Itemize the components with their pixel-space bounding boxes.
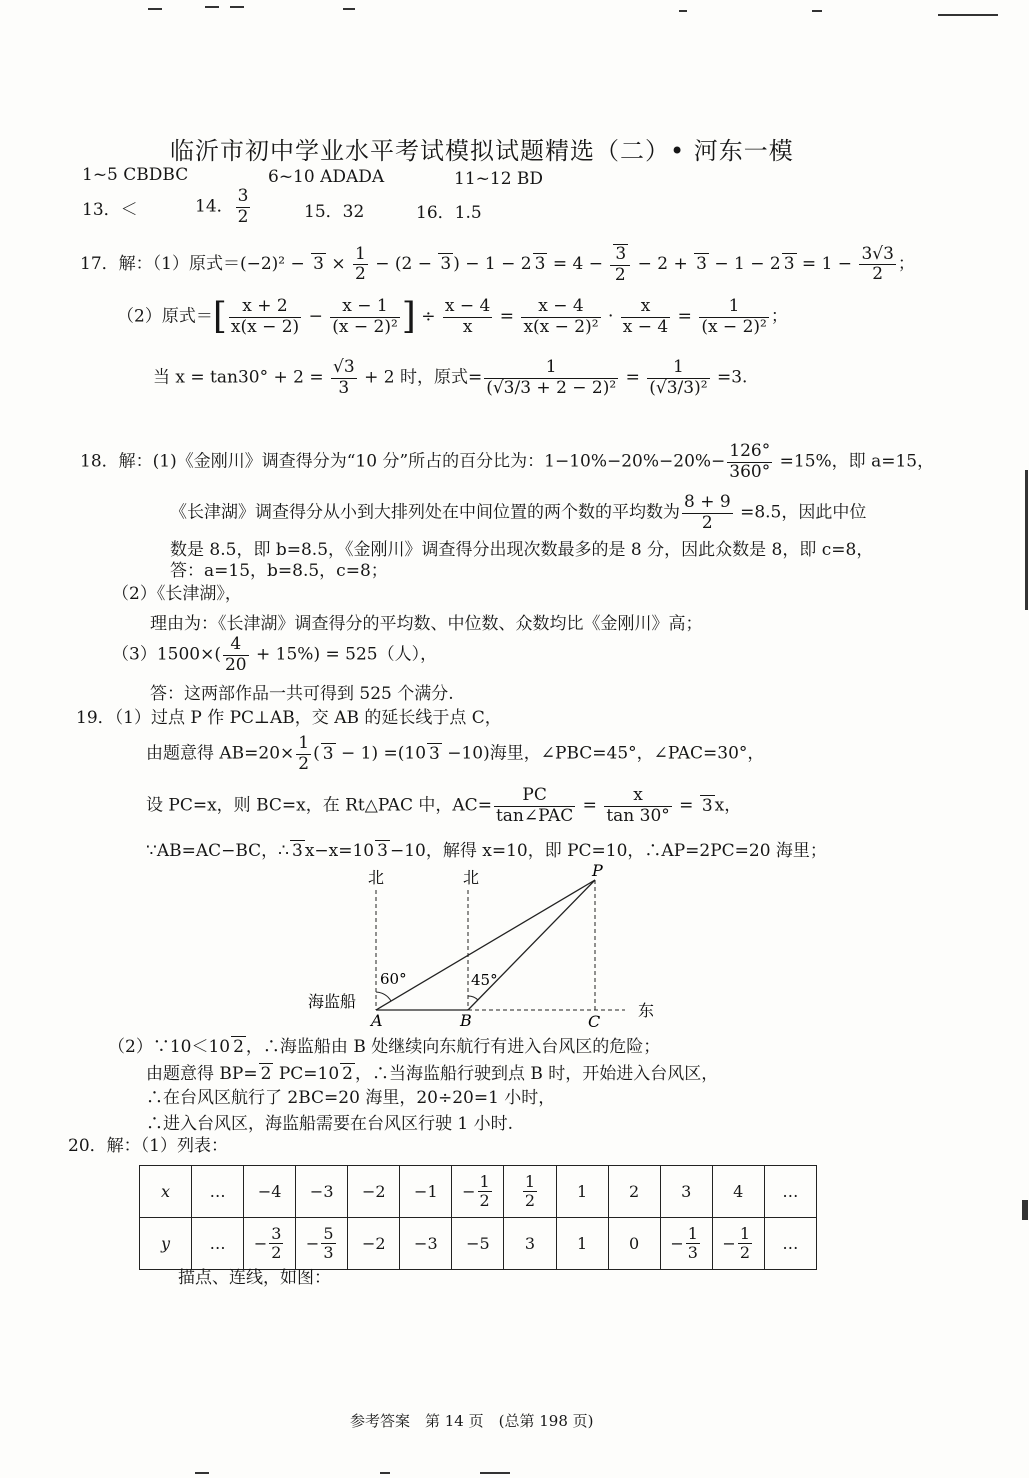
- q18-line5: （2）《长津湖》，: [112, 584, 242, 604]
- sqrt: 3: [313, 254, 324, 275]
- table-cell: − $\frac{5}{3}$: [296, 1218, 348, 1270]
- table-cell: 4: [712, 1166, 764, 1218]
- scan-mark: [380, 1472, 390, 1474]
- scan-mark: [195, 1472, 209, 1474]
- table-cell: − $\frac{3}{2}$: [244, 1218, 296, 1270]
- q17-part1: 17．解：（1）原式＝(−2)² − 3 × $\frac{1}{2}$ − (2 − 3 ) − 1 − 2 3 = 4 − $\frac{3}{2}$ − 2 + 3 − 1 − 2 3 = 1 − $\frac{3√3}{2}$ ；: [80, 243, 915, 285]
- sqrt: 3: [534, 254, 546, 275]
- sqrt: 3: [292, 841, 303, 861]
- scan-mark: [230, 6, 244, 8]
- sqrt: 3: [429, 743, 440, 764]
- q18-line2: 《长津湖》调查得分从小到大排列处在中间位置的两个数的平均数为 $\frac{8 + 9}{2}$ =8.5，因此中位: [170, 492, 867, 533]
- q18-line6: 理由为：《长津湖》调查得分的平均数、中位数、众数均比《金刚川》高；: [150, 614, 703, 634]
- fraction: PC tan∠PAC: [495, 785, 574, 826]
- table-cell: …: [764, 1166, 816, 1218]
- choice-answers-1-5: 1~5 CBDBC: [82, 165, 189, 185]
- q18-line4: 答：a=15，b=8.5，c=8；: [170, 561, 388, 581]
- table-row-y: [140, 1218, 817, 1270]
- sqrt: 2: [260, 1064, 272, 1084]
- angle-arc-b: [468, 996, 478, 1000]
- scan-mark: [480, 1472, 510, 1474]
- q19-line3: 设 PC=x，则 BC=x，在 Rt△PAC 中，AC= PC tan∠PAC = $\frac{x}{\tan 30^\circ}$ = 3 x，: [146, 785, 742, 826]
- geometry-diagram: [300, 860, 680, 1040]
- fraction: $\frac{1}{2}$: [524, 1171, 536, 1210]
- fraction: $\frac{3}{2}$: [237, 186, 249, 227]
- scan-mark: [679, 10, 687, 12]
- table-cell: −5: [452, 1218, 504, 1270]
- table-cell: …: [192, 1166, 244, 1218]
- fill-answer-13: 13．＜: [82, 200, 138, 220]
- table-cell: −2: [348, 1218, 400, 1270]
- fraction: $\frac{8 + 9}{2}$: [684, 492, 731, 533]
- sqrt: 3: [377, 841, 388, 861]
- scan-mark: [812, 10, 822, 12]
- scan-mark: [1025, 470, 1028, 610]
- angle-arc-a: [376, 992, 391, 1001]
- scan-mark: [205, 6, 219, 8]
- q17-part3: 当 x = tan30° + 2 = $\frac{√3}{3}$ + 2 时，原式= $\frac{1}{\text{(√3/3 + 2 − 2)²}}$ = $\frac{1}{\text{(√3/3)²}}$ =3.: [153, 357, 748, 398]
- table-cell: −3: [296, 1166, 348, 1218]
- fraction: $\frac{5}{3}$: [323, 1223, 334, 1262]
- q19-line1: 19．（1）过点 P 作 PC⊥AB，交 AB 的延长线于点 C，: [76, 708, 502, 728]
- table-cell: − $\frac{1}{3}$: [660, 1218, 712, 1270]
- q19-part2-line3: ∴在台风区航行了 2BC=20 海里，20÷20=1 小时，: [146, 1088, 556, 1108]
- fraction: $\frac{x}{x - 4}$: [622, 296, 669, 337]
- table-cell: − $\frac{1}{2}$: [712, 1218, 764, 1270]
- fraction: $\frac{1}{2}$: [355, 243, 366, 285]
- choice-answers-6-10: 6~10 ADADA: [268, 167, 385, 187]
- page-title: 临沂市初中学业水平考试模拟试题精选（二）• 河东一模: [170, 137, 794, 165]
- fraction: $\frac{1}{2}$: [298, 733, 310, 774]
- fill-answer-16: 16．1.5: [416, 203, 482, 223]
- label-c: C: [588, 1012, 601, 1031]
- fraction: $\frac{1}{\text{(x − 2)²}}$: [701, 296, 767, 337]
- q20-footnote: 描点、连线，如图：: [178, 1268, 331, 1288]
- table-row-x: [140, 1166, 817, 1218]
- table-cell: y: [140, 1218, 192, 1270]
- fraction: $\frac{3}{2}$: [271, 1223, 282, 1262]
- table-cell: …: [764, 1218, 816, 1270]
- table-cell: 3: [660, 1166, 712, 1218]
- scan-mark: [343, 8, 355, 10]
- sqrt: 3: [440, 254, 452, 275]
- table-cell: 0: [608, 1218, 660, 1270]
- table-cell: − $\frac{1}{2}$: [452, 1166, 504, 1218]
- label-east: 东: [638, 1001, 655, 1020]
- q19-line4: ∵AB=AC−BC，∴ 3 x−x=10 3 −10，解得 x=10，即 PC=10，∴AP=2PC=20 海里；: [146, 841, 827, 861]
- q19-part2-line2: 由题意得 BP= 2 PC=10 2 ，∴当海监船行驶到点 B 时，开始进入台风区，: [146, 1064, 719, 1084]
- q17-part2: （2）原式＝[ $\frac{x + 2}{x(x - 2)}$ − $\frac{x - 1}{\text{(x − 2)²}}$ ] ÷ $\frac{x - 4}{x}$ = $\frac{x - 4}{\text{x(x − 2)²}}$ · $\frac{x}{x - 4}$ = $\frac{1}{\text{(x − 2)²}}$ ；: [117, 296, 788, 338]
- table-cell: [504, 1166, 556, 1218]
- fraction: $\frac{√3}{3}$: [333, 357, 355, 398]
- table-cell: −2: [348, 1166, 400, 1218]
- label-angle-60: 60°: [380, 970, 407, 988]
- fraction: $\frac{126^\circ}{360^\circ}$: [729, 441, 771, 482]
- table-cell: x: [140, 1166, 192, 1218]
- q20-heading: 20．解：（1）列表：: [68, 1136, 228, 1156]
- q19-line2: 由题意得 AB=20× $\frac{1}{2}$ ( 3 − 1) =(10 3 −10)海里，∠PBC=45°，∠PAC=30°，: [146, 733, 765, 774]
- line-bp: [468, 880, 595, 1010]
- scan-mark: [1022, 1200, 1028, 1220]
- q18-line7: （3）1500×( $\frac{4}{20}$ + 15%) = 525（人），: [112, 634, 438, 675]
- sqrt: 3: [701, 795, 713, 816]
- scan-mark: [938, 14, 998, 16]
- sqrt: 3: [696, 254, 707, 275]
- q18-line3: 数是 8.5，即 b=8.5，《金刚川》调查得分出现次数最多的是 8 分，因此众数是 8，即 c=8，: [170, 540, 874, 560]
- table-cell: 2: [608, 1166, 660, 1218]
- sqrt: 2: [233, 1037, 244, 1057]
- fraction: $\frac{x + 2}{x(x - 2)}$: [230, 296, 300, 337]
- label-p: P: [592, 861, 603, 880]
- sqrt: 3: [783, 254, 795, 275]
- label-angle-45: 45°: [471, 971, 498, 989]
- line-ap: [376, 880, 595, 1010]
- fraction: $\frac{4}{20}$: [224, 634, 247, 675]
- fill-answer-15: 15．32: [304, 202, 365, 222]
- fraction: $\frac{x}{\tan 30^\circ}$: [606, 785, 670, 826]
- fraction: $\frac{1}{2}$: [739, 1223, 751, 1262]
- sqrt: 2: [342, 1064, 353, 1084]
- q19-part2-line1: （2）∵10＜10 2 ，∴海监船由 B 处继续向东航行有进入台风区的危险；: [108, 1037, 661, 1057]
- fraction: $\frac{x - 4}{\text{x(x − 2)²}}$: [523, 296, 599, 337]
- q19-part2-line4: ∴进入台风区，海监船需要在台风区行驶 1 小时.: [146, 1114, 514, 1134]
- fraction: $\frac{3}{2}$: [610, 244, 630, 285]
- table-cell: 3: [504, 1218, 556, 1270]
- fraction: $\frac{1}{2}$: [479, 1171, 490, 1210]
- sqrt: 3: [322, 743, 334, 764]
- label-a: A: [371, 1011, 383, 1030]
- label-ship: 海监船: [308, 992, 357, 1011]
- label-north-1: 北: [368, 868, 385, 887]
- table-cell: −3: [400, 1218, 452, 1270]
- fraction: $\frac{3√3}{2}$: [861, 243, 894, 285]
- fraction: $\frac{1}{\text{(√3/3)²}}$: [649, 357, 708, 398]
- label-b: B: [460, 1011, 472, 1030]
- fill-answer-14: [195, 187, 252, 227]
- table-cell: −1: [400, 1166, 452, 1218]
- choice-answers-11-12: 11~12 BD: [454, 169, 544, 189]
- table-cell: 1: [556, 1218, 608, 1270]
- q18-line8: 答：这两部作品一共可得到 525 个满分.: [150, 684, 454, 704]
- fraction: $\frac{1}{\text{(√3/3 + 2 − 2)²}}$: [486, 357, 617, 398]
- value-table: [139, 1165, 817, 1270]
- page-footer: 参考答案 第 14 页 (总第 198 页): [350, 1412, 594, 1430]
- fill-label-14: 14．: [195, 196, 234, 217]
- fraction: $\frac{x - 1}{\text{(x − 2)²}}$: [332, 296, 398, 337]
- table-cell: 1: [556, 1166, 608, 1218]
- fraction: $\frac{1}{3}$: [687, 1223, 698, 1262]
- table-cell: −4: [244, 1166, 296, 1218]
- fraction: $\frac{x - 4}{x}$: [444, 296, 491, 337]
- scan-mark: [148, 8, 162, 10]
- q18-line1: 18．解：(1)《金刚川》调查得分为“10 分”所占的百分比为：1−10%−20%−20%− $\frac{126^\circ}{360^\circ}$ =15%，即 a=15，: [80, 441, 935, 482]
- label-north-2: 北: [463, 868, 480, 887]
- table-cell: …: [192, 1218, 244, 1270]
